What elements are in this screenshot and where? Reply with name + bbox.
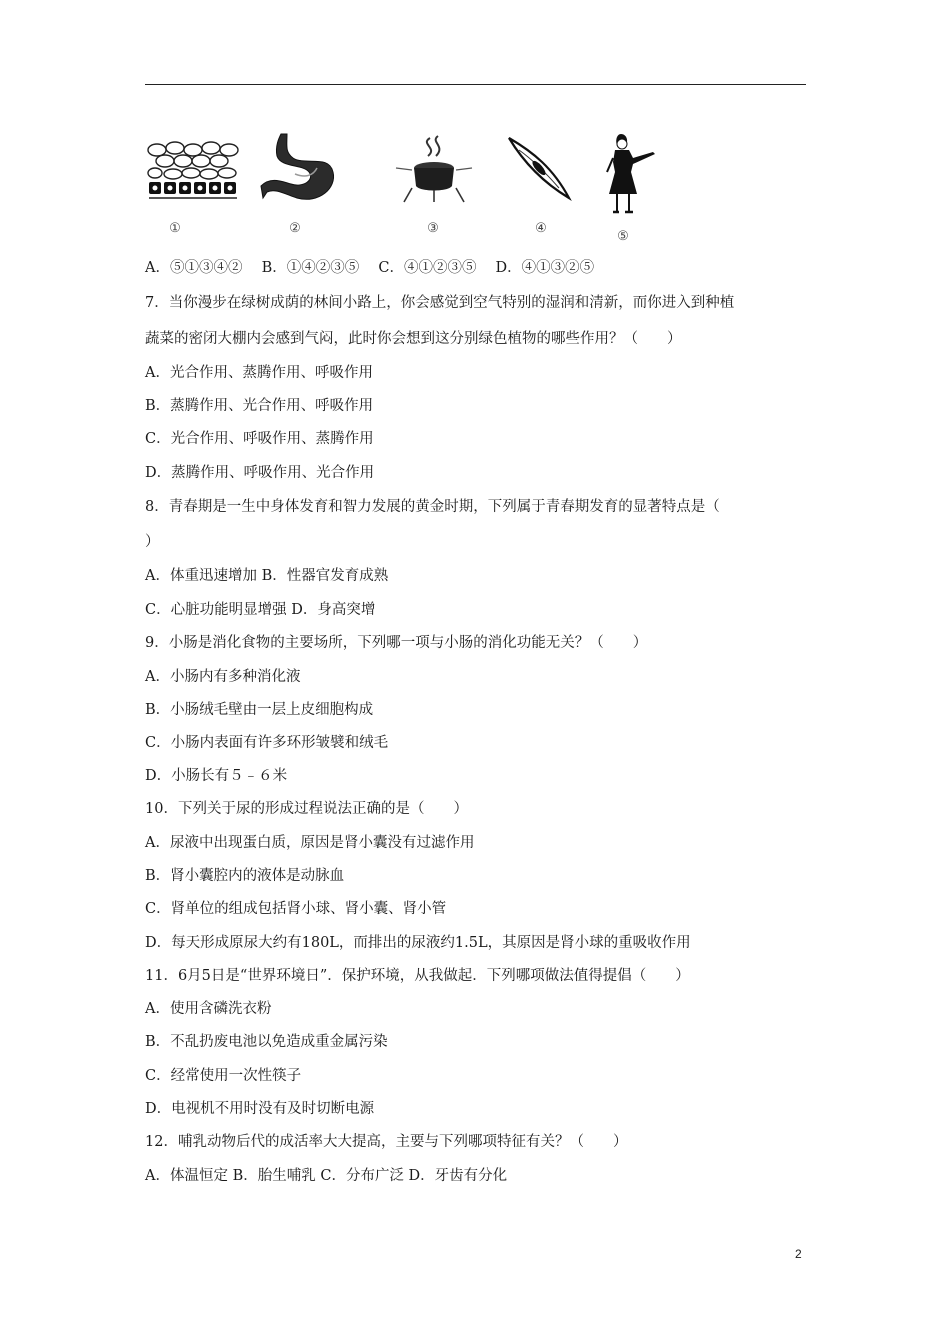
q11-stem: 11．6月5日是“世界环境日”．保护环境，从我做起．下列哪项做法值得提倡（ ） — [145, 968, 690, 984]
q9-option-c: C．小肠内表面有许多环形皱襞和绒毛 — [145, 735, 389, 751]
q7-option-a: A．光合作用、蒸腾作用、呼吸作用 — [145, 365, 373, 381]
tissue-illustration — [145, 128, 245, 213]
figure-label-3: ③ — [427, 221, 439, 236]
q11-option-c: C．经常使用一次性筷子 — [145, 1068, 302, 1084]
muscle-cell-illustration — [503, 128, 583, 213]
q10-option-b: B．肾小囊腔内的液体是动脉血 — [145, 868, 345, 884]
figure-pot — [390, 128, 490, 238]
q12-options: A．体温恒定 B．胎生哺乳 C．分布广泛 D．牙齿有分化 — [145, 1168, 508, 1184]
q11-option-d: D．电视机不用时没有及时切断电源 — [145, 1101, 375, 1117]
q11-option-b: B．不乱扔废电池以免造成重金属污染 — [145, 1034, 388, 1050]
q7-option-b: B．蒸腾作用、光合作用、呼吸作用 — [145, 398, 374, 414]
figure-label-1: ① — [169, 221, 181, 236]
q10-option-a: A．尿液中出现蛋白质，原因是肾小囊没有过滤作用 — [145, 835, 475, 851]
figure-stomach — [257, 128, 357, 238]
q9-option-a: A．小肠内有多种消化液 — [145, 669, 301, 685]
q11-option-a: A．使用含磷洗衣粉 — [145, 1001, 272, 1017]
q10-stem: 10．下列关于尿的形成过程说法正确的是（ ） — [145, 801, 468, 817]
q6-options: A．⑤①③④② B．①④②③⑤ C．④①②③⑤ D．④①③②⑤ — [145, 260, 595, 276]
figure-label-4: ④ — [535, 221, 547, 236]
q7-stem-line2: 蔬菜的密闭大棚内会感到气闷，此时你会想到这分别绿色植物的哪些作用？（ ） — [145, 331, 682, 347]
q9-option-b: B．小肠绒毛壁由一层上皮细胞构成 — [145, 702, 374, 718]
q10-option-c: C．肾单位的组成包括肾小球、肾小囊、肾小管 — [145, 901, 447, 917]
page-number: 2 — [795, 1247, 802, 1261]
q12-stem: 12．哺乳动物后代的成活率大大提高，主要与下列哪项特征有关？（ ） — [145, 1134, 628, 1150]
figure-tissue — [145, 128, 245, 238]
q8-options-line2: C．心脏功能明显增强 D．身高突增 — [145, 602, 376, 618]
figure-person — [603, 128, 703, 244]
q8-stem-line1: 8．青春期是一生中身体发育和智力发展的黄金时期，下列属于青春期发育的显著特点是（ — [145, 499, 720, 515]
figure-row — [145, 128, 675, 244]
q7-option-c: C．光合作用、呼吸作用、蒸腾作用 — [145, 431, 374, 447]
q7-stem-line1: 7．当你漫步在绿树成荫的林间小路上，你会感觉到空气特别的湿润和清新，而你进入到种植 — [145, 295, 735, 311]
q8-options-line1: A．体重迅速增加 B．性器官发育成熟 — [145, 568, 389, 584]
pot-illustration — [390, 128, 480, 213]
q9-option-d: D．小肠长有５﹣６米 — [145, 768, 288, 784]
q9-stem: 9．小肠是消化食物的主要场所，下列哪一项与小肠的消化功能无关？（ ） — [145, 635, 648, 651]
person-illustration — [603, 128, 673, 228]
q7-option-d: D．蒸腾作用、呼吸作用、光合作用 — [145, 465, 375, 481]
q10-option-d: D．每天形成原尿大约有180L，而排出的尿液约1.5L，其原因是肾小球的重吸收作用 — [145, 935, 691, 951]
header-rule — [145, 84, 806, 85]
figure-label-2: ② — [289, 221, 301, 236]
figure-muscle-cell — [503, 128, 603, 238]
q8-stem-line2: ） — [145, 534, 160, 550]
figure-label-5: ⑤ — [617, 229, 629, 244]
stomach-illustration — [257, 128, 347, 213]
